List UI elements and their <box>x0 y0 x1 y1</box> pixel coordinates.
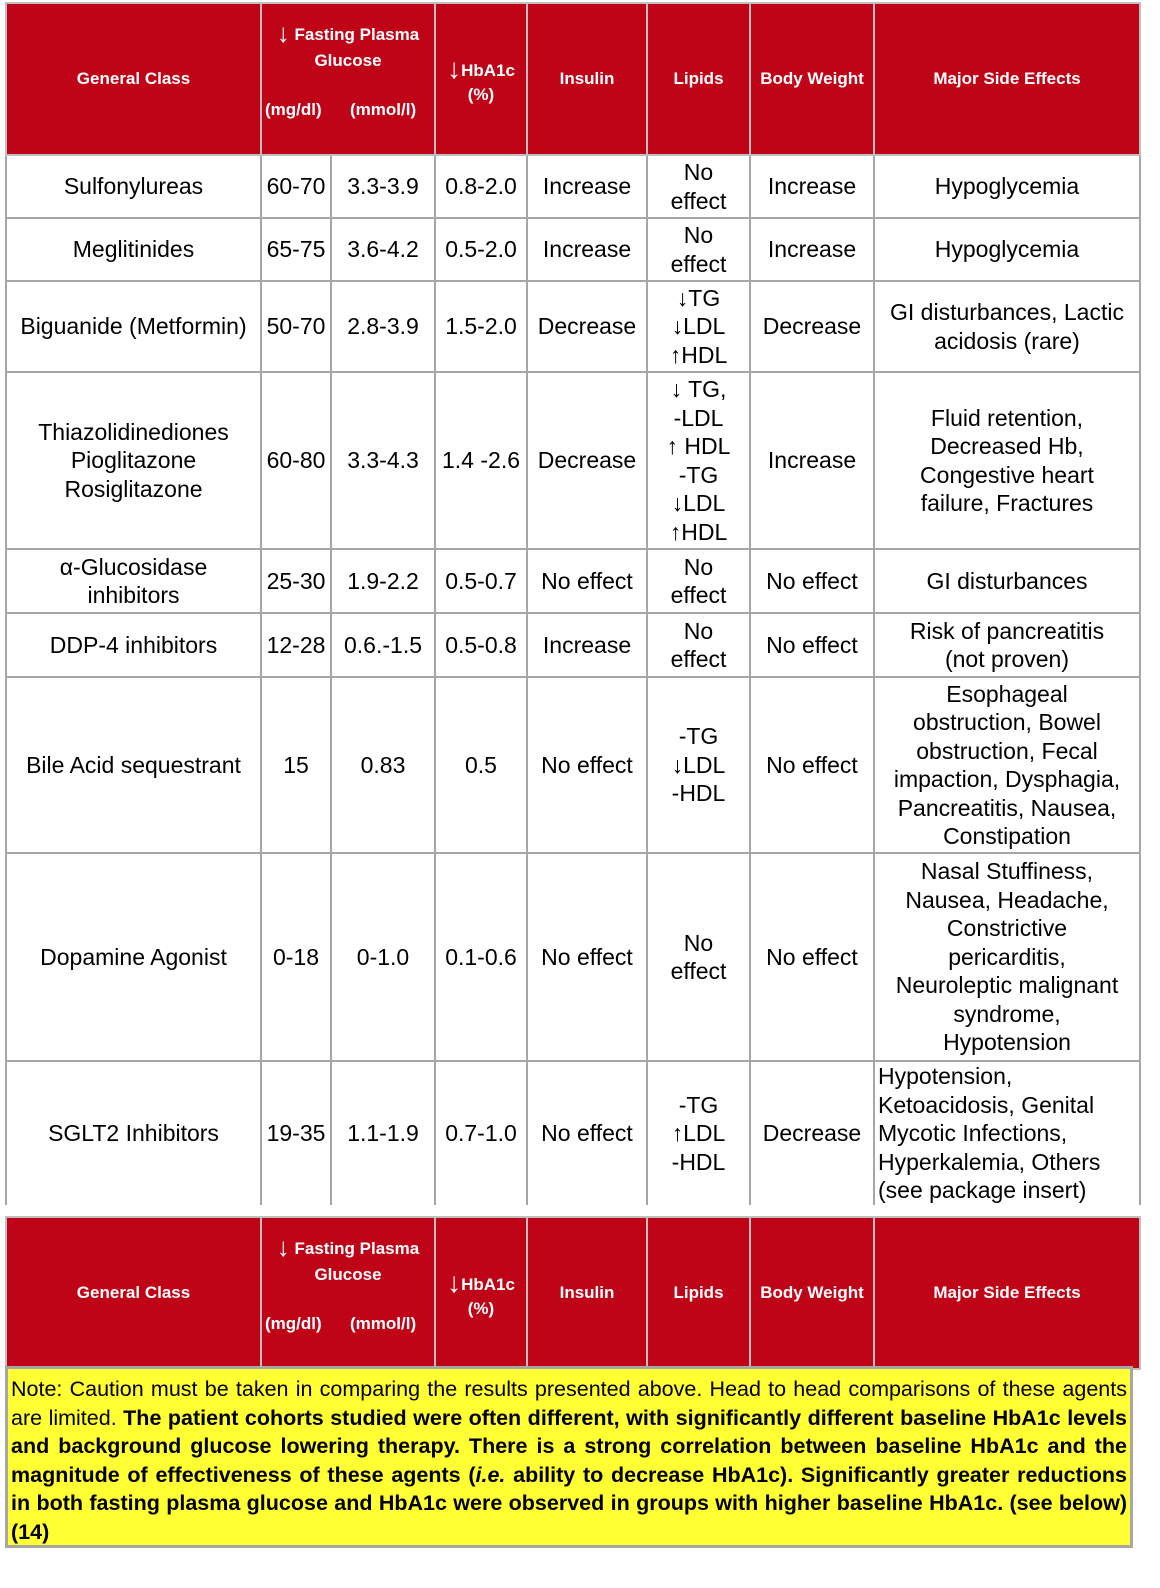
cell-body-weight <box>750 549 874 613</box>
cell-fpg-mgdl <box>261 853 331 1061</box>
cell-lipids-line: -TG <box>678 461 719 488</box>
cell-lipids-line: No <box>683 553 714 580</box>
cell-fpg-mgdl-value: 0-18 <box>272 943 320 970</box>
table-row <box>6 218 1140 281</box>
cell-body-weight-value: No effect <box>766 631 858 658</box>
cell-body-weight-value: Decrease <box>762 313 862 340</box>
cell-side-effects-line: acidosis (rare) <box>934 327 1080 354</box>
cell-insulin-value: No effect <box>541 943 633 970</box>
cell-side-effects-line: Neuroleptic malignant <box>895 972 1119 999</box>
cell-insulin-value: Increase <box>542 236 632 263</box>
header-lipids: Lipids <box>647 3 750 155</box>
cell-general-class-line: SGLT2 Inhibitors <box>48 1120 219 1146</box>
cell-insulin-value: Increase <box>542 631 632 658</box>
header-insulin: Insulin <box>527 1217 647 1369</box>
cell-lipids-line: -HDL <box>671 1148 726 1175</box>
cell-body-weight-value: No effect <box>766 567 858 594</box>
cell-lipids-line: -TG <box>678 723 719 750</box>
cell-hba1c <box>435 613 527 677</box>
cell-side-effects-line: pericarditis, <box>948 943 1066 970</box>
cell-general-class <box>6 677 261 853</box>
header-fasting-plasma-glucose: ↓ Fasting Plasma Glucose (mg/dl) (mmol/l) <box>261 1217 435 1369</box>
cell-hba1c-value: 1.5-2.0 <box>445 313 517 340</box>
cell-lipids-line: ↑LDL <box>671 1120 726 1146</box>
down-arrow-icon: ↓ <box>447 53 462 84</box>
cell-hba1c <box>435 281 527 372</box>
cell-side-effects-line: Mycotic Infections, <box>878 1120 1068 1146</box>
cell-fpg-mmol-value: 0.83 <box>360 751 406 778</box>
cell-fpg-mgdl <box>261 1061 331 1205</box>
cell-general-class <box>6 372 261 549</box>
cell-body-weight-value: Increase <box>767 447 857 474</box>
cell-fpg-mmol <box>331 613 435 677</box>
table-row <box>6 281 1140 372</box>
cell-side-effects-line: Constrictive <box>946 915 1068 942</box>
cell-general-class <box>6 155 261 218</box>
cell-body-weight <box>750 1061 874 1205</box>
cell-fpg-mgdl <box>261 155 331 218</box>
cell-lipids-line: effect <box>670 958 727 984</box>
cell-lipids <box>647 218 750 281</box>
down-arrow-icon: ↓ <box>276 18 290 48</box>
cell-insulin <box>527 549 647 613</box>
cell-body-weight <box>750 372 874 549</box>
cell-side-effects-line: Hypotension <box>943 1029 1071 1056</box>
cell-side-effects-line: Pancreatitis, Nausea, <box>897 794 1117 821</box>
cell-side-effects-line: Hypotension, <box>878 1063 1013 1089</box>
cell-lipids <box>647 155 750 218</box>
cell-lipids-line: effect <box>670 250 727 277</box>
cell-body-weight-value: Increase <box>767 173 857 200</box>
cell-side-effects-line: GI disturbances <box>926 567 1088 594</box>
cell-insulin <box>527 155 647 218</box>
cell-insulin <box>527 1061 647 1205</box>
cell-general-class-line: Pioglitazone <box>70 447 197 474</box>
unit-mmol: (mmol/l) <box>350 100 417 119</box>
cell-fpg-mgdl-value: 15 <box>283 751 309 778</box>
cell-body-weight <box>750 155 874 218</box>
table-break <box>0 1205 1160 1216</box>
cell-hba1c-value: 1.4 -2.6 <box>442 447 520 474</box>
cell-general-class-line: Sulfonylureas <box>63 173 204 200</box>
cell-general-class <box>6 853 261 1061</box>
cell-fpg-mgdl-value: 60-70 <box>266 173 326 200</box>
header-body-weight: Body Weight <box>750 1217 874 1369</box>
cell-hba1c-value: 0.1-0.6 <box>445 943 517 970</box>
cell-lipids-line: ↑ HDL <box>666 433 731 459</box>
cell-lipids-line: -HDL <box>671 780 726 807</box>
header-side-effects: Major Side Effects <box>874 3 1140 155</box>
header-lipids: Lipids <box>647 1217 750 1369</box>
down-arrow-icon: ↓ <box>276 1232 290 1262</box>
cell-lipids-line: ↓LDL <box>671 751 726 778</box>
note-bold-text: The patient cohorts studied were often different, with significantly different baseline HbA1c levels and background glucose lowering therapy. There is a strong correlation between baseline HbA1c and the magnitude of effectiveness of these agents ( <box>11 1405 1127 1487</box>
cell-lipids-line: ↑HDL <box>669 341 728 368</box>
header-hba1c: ↓HbA1c (%) <box>435 3 527 155</box>
header-insulin: Insulin <box>527 3 647 155</box>
cell-side-effects-line: Esophageal <box>946 680 1068 707</box>
cell-lipids <box>647 613 750 677</box>
unit-mgdl: (mg/dl) <box>265 1314 322 1333</box>
cell-fpg-mmol-value: 1.9-2.2 <box>347 567 419 594</box>
cell-fpg-mgdl-value: 50-70 <box>266 313 326 340</box>
header-side-effects: Major Side Effects <box>874 1217 1140 1369</box>
cell-lipids <box>647 372 750 549</box>
cell-side-effects <box>874 853 1140 1061</box>
cell-general-class-line: DDP-4 inhibitors <box>49 631 218 658</box>
cell-insulin-value: Decrease <box>537 313 637 340</box>
cell-lipids <box>647 281 750 372</box>
cell-lipids-line: ↓LDL <box>671 313 726 340</box>
cell-fpg-mgdl <box>261 281 331 372</box>
cell-hba1c-value: 0.5-0.7 <box>445 567 517 594</box>
cell-side-effects-line: GI disturbances, Lactic <box>890 299 1124 325</box>
cell-fpg-mgdl <box>261 372 331 549</box>
cell-side-effects-line: Risk of pancreatitis <box>909 617 1105 644</box>
table-row <box>6 155 1140 218</box>
cell-fpg-mgdl <box>261 549 331 613</box>
cell-fpg-mgdl-value: 65-75 <box>266 236 326 263</box>
note-italic-text: i.e. <box>475 1462 506 1487</box>
cell-side-effects-line: Ketoacidosis, Genital <box>878 1091 1095 1118</box>
cell-lipids-line: -LDL <box>673 404 724 431</box>
cell-body-weight-value: No effect <box>766 751 858 778</box>
repeat-header-table <box>5 1216 1141 1370</box>
note-plain-text: Note: Caution must be taken in comparing the results presented above. Head to head comparisons of these agents are limited. <box>11 1377 1127 1430</box>
cell-side-effects-line: obstruction, Bowel <box>913 709 1101 735</box>
table-row <box>6 549 1140 613</box>
cell-body-weight-value: No effect <box>766 943 858 970</box>
cell-hba1c-value: 0.5-2.0 <box>445 236 517 263</box>
cell-fpg-mgdl <box>261 218 331 281</box>
cell-side-effects-line: impaction, Dysphagia, <box>893 766 1121 792</box>
cell-lipids-line: ↓LDL <box>671 490 726 516</box>
cell-general-class <box>6 218 261 281</box>
cell-hba1c <box>435 549 527 613</box>
header-fasting-plasma-glucose: ↓ Fasting Plasma Glucose (mg/dl) (mmol/l) <box>261 3 435 155</box>
cell-lipids-line: No <box>683 929 714 956</box>
cell-fpg-mmol <box>331 853 435 1061</box>
cell-lipids-line: effect <box>670 187 727 214</box>
cell-lipids <box>647 1061 750 1205</box>
cell-fpg-mgdl-value: 25-30 <box>266 567 326 594</box>
cell-general-class-line: Rosiglitazone <box>64 475 203 502</box>
cell-side-effects-line: Hypoglycemia <box>934 173 1080 200</box>
cell-side-effects <box>874 218 1140 281</box>
cell-fpg-mmol <box>331 677 435 853</box>
cell-side-effects-line: Hypoglycemia <box>934 236 1080 263</box>
cell-general-class-line: Dopamine Agonist <box>40 943 227 970</box>
cell-fpg-mmol-value: 3.3-4.3 <box>347 447 419 474</box>
cell-fpg-mmol-value: 3.6-4.2 <box>347 236 419 263</box>
cell-body-weight <box>750 853 874 1061</box>
cell-side-effects-line: syndrome, <box>953 1000 1061 1027</box>
cell-lipids-line: effect <box>670 646 727 672</box>
cell-side-effects-line: Nasal Stuffiness, <box>920 858 1094 885</box>
cell-side-effects <box>874 549 1140 613</box>
cell-lipids-line: ↓ TG, <box>670 376 727 402</box>
cell-hba1c-value: 0.5-0.8 <box>445 631 517 658</box>
cell-body-weight <box>750 677 874 853</box>
cell-fpg-mmol-value: 1.1-1.9 <box>347 1120 419 1146</box>
cell-fpg-mgdl-value: 60-80 <box>266 447 326 474</box>
cell-side-effects <box>874 155 1140 218</box>
table-row <box>6 613 1140 677</box>
cell-side-effects-line: Hyperkalemia, Others <box>878 1148 1101 1175</box>
cell-insulin <box>527 853 647 1061</box>
cell-fpg-mmol-value: 2.8-3.9 <box>347 313 419 340</box>
cell-insulin-value: No effect <box>541 567 633 594</box>
cell-lipids-line: ↑HDL <box>669 518 728 545</box>
cell-fpg-mmol <box>331 1061 435 1205</box>
cell-insulin <box>527 613 647 677</box>
cell-lipids <box>647 677 750 853</box>
header-body-weight: Body Weight <box>750 3 874 155</box>
cell-insulin <box>527 281 647 372</box>
cell-fpg-mmol <box>331 218 435 281</box>
cell-lipids-line: No <box>683 159 714 185</box>
cell-general-class-line: Biguanide (Metformin) <box>20 313 247 340</box>
cell-fpg-mmol <box>331 549 435 613</box>
comparison-table <box>5 2 1141 1205</box>
table-row <box>6 677 1140 853</box>
cell-body-weight <box>750 281 874 372</box>
cell-insulin <box>527 372 647 549</box>
table-row <box>6 853 1140 1061</box>
cell-side-effects-line: (not proven) <box>944 646 1069 672</box>
note-bold-text-2: ability to decrease HbA1c). Significantly greater reductions in both fasting plasma glucose and HbA1c were observed in groups with higher baseline HbA1c. (see below) (14) <box>11 1462 1127 1544</box>
cell-side-effects-line: (see package insert) <box>878 1177 1087 1203</box>
cell-fpg-mmol <box>331 281 435 372</box>
cell-side-effects-line: obstruction, Fecal <box>916 737 1098 764</box>
cell-side-effects-line: Decreased Hb, <box>930 433 1084 459</box>
cell-lipids <box>647 549 750 613</box>
cell-fpg-mmol-value: 3.3-3.9 <box>347 173 419 200</box>
header-hba1c: ↓HbA1c (%) <box>435 1217 527 1369</box>
cell-side-effects-line: Fluid retention, <box>930 404 1084 431</box>
cell-general-class-line: α-Glucosidase <box>59 553 208 580</box>
cell-fpg-mgdl-value: 19-35 <box>266 1120 326 1146</box>
unit-mgdl: (mg/dl) <box>265 100 322 119</box>
cell-body-weight-value: Increase <box>767 236 857 263</box>
header-general-class: General Class <box>6 1217 261 1369</box>
cell-general-class-line: Meglitinides <box>72 236 195 263</box>
cell-side-effects <box>874 372 1140 549</box>
cell-general-class <box>6 613 261 677</box>
cell-insulin-value: No effect <box>541 1120 633 1146</box>
cell-hba1c <box>435 853 527 1061</box>
cell-general-class <box>6 281 261 372</box>
down-arrow-icon: ↓ <box>447 1267 462 1298</box>
cell-side-effects-line: Congestive heart <box>920 461 1094 488</box>
cell-insulin-value: No effect <box>541 751 633 778</box>
cell-general-class-line: Thiazolidinediones <box>38 418 229 445</box>
cell-insulin <box>527 677 647 853</box>
cell-side-effects <box>874 677 1140 853</box>
cell-general-class <box>6 549 261 613</box>
cell-hba1c-value: 0.7-1.0 <box>445 1120 517 1146</box>
cell-insulin <box>527 218 647 281</box>
header-row <box>6 3 1140 155</box>
cell-lipids-line: ↓TG <box>676 284 721 311</box>
cell-side-effects <box>874 613 1140 677</box>
caution-note <box>5 1366 1133 1548</box>
cell-side-effects-line: Nausea, Headache, <box>905 886 1109 913</box>
table-row <box>6 372 1140 549</box>
cell-hba1c <box>435 677 527 853</box>
cell-general-class-line: inhibitors <box>87 582 180 608</box>
cell-hba1c <box>435 218 527 281</box>
cell-fpg-mgdl-value: 12-28 <box>266 631 326 658</box>
cell-general-class-line: Bile Acid sequestrant <box>26 751 241 778</box>
cell-hba1c-value: 0.5 <box>465 751 497 778</box>
cell-body-weight <box>750 613 874 677</box>
cell-side-effects-line: failure, Fractures <box>920 490 1094 516</box>
cell-body-weight <box>750 218 874 281</box>
header-general-class: General Class <box>6 3 261 155</box>
cell-fpg-mmol-value: 0.6.-1.5 <box>344 631 422 658</box>
cell-hba1c <box>435 1061 527 1205</box>
unit-mmol: (mmol/l) <box>350 1314 417 1333</box>
cell-side-effects <box>874 281 1140 372</box>
cell-lipids-line: -TG <box>678 1091 719 1118</box>
cell-fpg-mgdl <box>261 613 331 677</box>
cell-lipids-line: effect <box>670 582 727 608</box>
cell-fpg-mgdl <box>261 677 331 853</box>
cell-side-effects <box>874 1061 1140 1205</box>
cell-fpg-mmol-value: 0-1.0 <box>356 943 410 970</box>
cell-body-weight-value: Decrease <box>762 1120 862 1146</box>
cell-hba1c <box>435 372 527 549</box>
cell-fpg-mmol <box>331 372 435 549</box>
cell-hba1c-value: 0.8-2.0 <box>445 173 517 200</box>
cell-lipids <box>647 853 750 1061</box>
cell-fpg-mmol <box>331 155 435 218</box>
cell-lipids-line: No <box>683 222 714 248</box>
cell-insulin-value: Increase <box>542 173 632 200</box>
cell-hba1c <box>435 155 527 218</box>
cell-general-class <box>6 1061 261 1205</box>
repeat-header-row <box>6 1217 1140 1369</box>
cell-insulin-value: Decrease <box>537 447 637 474</box>
table-row <box>6 1061 1140 1205</box>
cell-side-effects-line: Constipation <box>943 823 1071 849</box>
cell-lipids-line: No <box>683 617 714 644</box>
